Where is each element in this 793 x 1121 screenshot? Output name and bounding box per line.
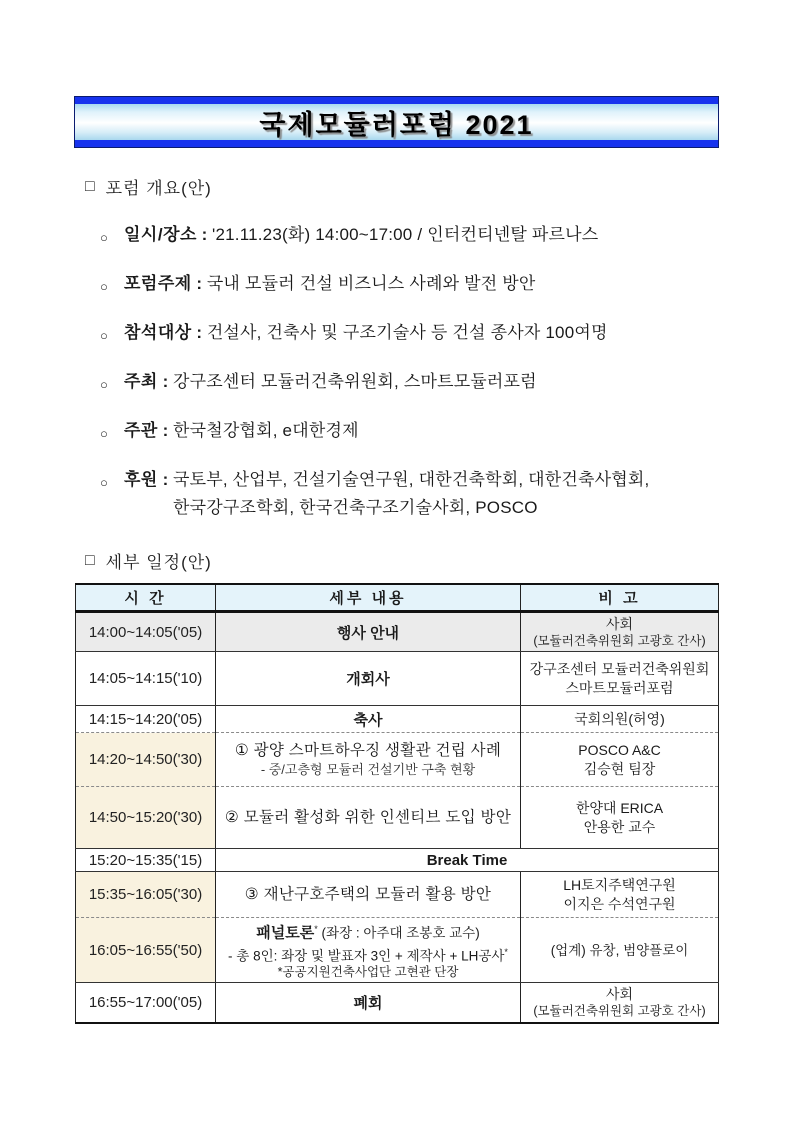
sponsor-line1: 국토부, 산업부, 건설기술연구원, 대한건축학회, 대한건축사협회, <box>172 470 650 489</box>
list-item-sponsor <box>100 470 718 517</box>
panel-chair: (좌장 : 아주대 조봉호 교수) <box>317 925 480 941</box>
time-cell: 15:35~16:05('30) <box>76 872 216 918</box>
note-cell <box>521 652 719 706</box>
content-cell: 축사 <box>216 706 521 733</box>
panel-asterisk: * <box>504 946 508 957</box>
item-text: 건설사, 건축사 및 구조기술사 등 건설 종사자 100여명 <box>206 323 608 342</box>
note-line: 한양대 ERICA <box>575 799 664 816</box>
item-colon: : <box>157 421 173 440</box>
item-label: 참석대상 <box>124 323 192 342</box>
item-colon: : <box>191 323 207 342</box>
time-cell: 14:50~15:20('30) <box>76 787 216 849</box>
note-line: 국회의원(허영) <box>574 710 665 727</box>
list-item-organizer <box>100 421 718 444</box>
content-line: ② 모듈러 활성화 위한 인센티브 도입 방안 <box>224 809 512 826</box>
list-item-datetime <box>100 225 718 248</box>
table-header-row <box>76 584 719 612</box>
content-cell: 개회사 <box>216 652 521 706</box>
document-title: 국제모듈러포럼 2021 <box>259 109 534 140</box>
content-cell <box>216 918 521 983</box>
table-row <box>76 983 719 1023</box>
table-row <box>76 872 719 918</box>
content-line: ① 광양 스마트하우징 생활관 건립 사례 <box>234 742 502 759</box>
panel-asterisk: * <box>314 924 318 934</box>
circle-bullet-icon: ○ <box>100 328 108 343</box>
circle-bullet-icon: ○ <box>100 377 108 392</box>
panel-title: 패널토론 <box>256 924 315 942</box>
table-row <box>76 652 719 706</box>
note-line: POSCO A&C <box>578 741 661 758</box>
content-cell: 행사 안내 <box>216 612 521 652</box>
note-line: 스마트모듈러포럼 <box>565 679 674 696</box>
circle-bullet-icon: ○ <box>100 475 108 490</box>
content-subline: - 중/고층형 모듈러 건설기반 구축 현황 <box>260 762 476 777</box>
note-line: 김승현 팀장 <box>583 760 656 777</box>
list-item-topic <box>100 274 718 297</box>
table-row <box>76 612 719 652</box>
item-label: 포럼주제 <box>124 274 192 293</box>
break-time-cell: Break Time <box>216 849 719 872</box>
time-cell: 15:20~15:35('15) <box>76 849 216 872</box>
note-line: LH토지주택연구원 <box>563 876 676 893</box>
panel-title-line <box>219 920 517 943</box>
list-item-attendees <box>100 323 718 346</box>
time-cell: 14:20~14:50('30) <box>76 733 216 787</box>
item-colon: : <box>157 372 173 391</box>
time-cell: 16:05~16:55('50) <box>76 918 216 983</box>
circle-bullet-icon: ○ <box>100 426 108 441</box>
table-row-panel <box>76 918 719 983</box>
note-cell <box>521 733 719 787</box>
time-cell: 14:00~14:05('05) <box>76 612 216 652</box>
col-header-note: 비 고 <box>521 584 719 612</box>
panel-members: - 총 8인: 좌장 및 발표자 3인 + 제작사 + LH공사 <box>228 948 505 963</box>
note-cell <box>521 612 719 652</box>
table-row-break <box>76 849 719 872</box>
item-text: 국내 모듈러 건설 비즈니스 사례와 발전 방안 <box>206 274 536 293</box>
item-label: 일시/장소 <box>124 225 197 244</box>
schedule-heading-label: 세부 일정(안) <box>105 553 212 572</box>
note-line: (업계) 유창, 범양플로이 <box>550 942 689 958</box>
sponsor-line2: 한국강구조학회, 한국건축구조기술사회, POSCO <box>172 498 538 517</box>
note-line: 사회 <box>605 616 634 632</box>
time-cell: 16:55~17:00('05) <box>88 993 203 1011</box>
note-line: 사회 <box>605 986 634 1003</box>
note-cell <box>521 983 719 1023</box>
item-text: 한국철강협회, e대한경제 <box>172 421 359 440</box>
circle-bullet-icon: ○ <box>100 279 108 294</box>
item-label: 주최 <box>124 372 158 391</box>
note-line: 이지은 수석연구원 <box>563 895 676 912</box>
content-line: ③ 재난구호주택의 모듈러 활용 방안 <box>244 886 492 903</box>
overview-heading-label: 포럼 개요(안) <box>105 179 212 198</box>
overview-list <box>75 225 718 517</box>
item-colon: : <box>191 274 207 293</box>
list-item-host <box>100 372 718 395</box>
square-bullet-icon: □ <box>85 551 96 569</box>
item-label: 주관 <box>124 421 158 440</box>
circle-bullet-icon: ○ <box>100 230 108 245</box>
content-cell <box>216 872 521 918</box>
time-cell: 14:05~14:15('10) <box>76 652 216 706</box>
item-colon: : <box>196 225 213 244</box>
panel-members-line <box>219 943 517 966</box>
item-text: '21.11.23(화) 14:00~17:00 / 인터컨티넨탈 파르나스 <box>212 225 599 244</box>
table-row <box>76 787 719 849</box>
note-cell <box>521 918 719 983</box>
col-header-time: 시 간 <box>76 584 216 612</box>
panel-footnote: *공공지원건축사업단 고현관 단장 <box>277 965 459 979</box>
table-row <box>76 733 719 787</box>
content-cell <box>216 787 521 849</box>
note-line: (모듈러건축위원회 고광호 간사) <box>533 634 706 648</box>
note-line: 강구조센터 모듈러건축위원회 <box>529 660 710 677</box>
overview-heading <box>85 174 718 199</box>
note-line: (모듈러건축위원회 고광호 간사) <box>533 1004 706 1019</box>
note-line: 안용한 교수 <box>583 818 656 835</box>
item-text <box>173 470 649 517</box>
content-cell: 폐회 <box>216 983 521 1023</box>
content-cell <box>216 733 521 787</box>
time-cell: 14:15~14:20('05) <box>76 706 216 733</box>
note-cell <box>521 706 719 733</box>
schedule-table <box>75 583 719 1024</box>
note-cell <box>521 787 719 849</box>
schedule-heading <box>85 548 718 573</box>
square-bullet-icon: □ <box>85 177 96 195</box>
item-text: 강구조센터 모듈러건축위원회, 스마트모듈러포럼 <box>172 372 537 391</box>
title-banner <box>75 97 718 147</box>
col-header-content: 세부 내용 <box>216 584 521 612</box>
note-cell <box>521 872 719 918</box>
item-colon: : <box>157 470 173 489</box>
table-row <box>76 706 719 733</box>
item-label: 후원 <box>124 470 158 489</box>
